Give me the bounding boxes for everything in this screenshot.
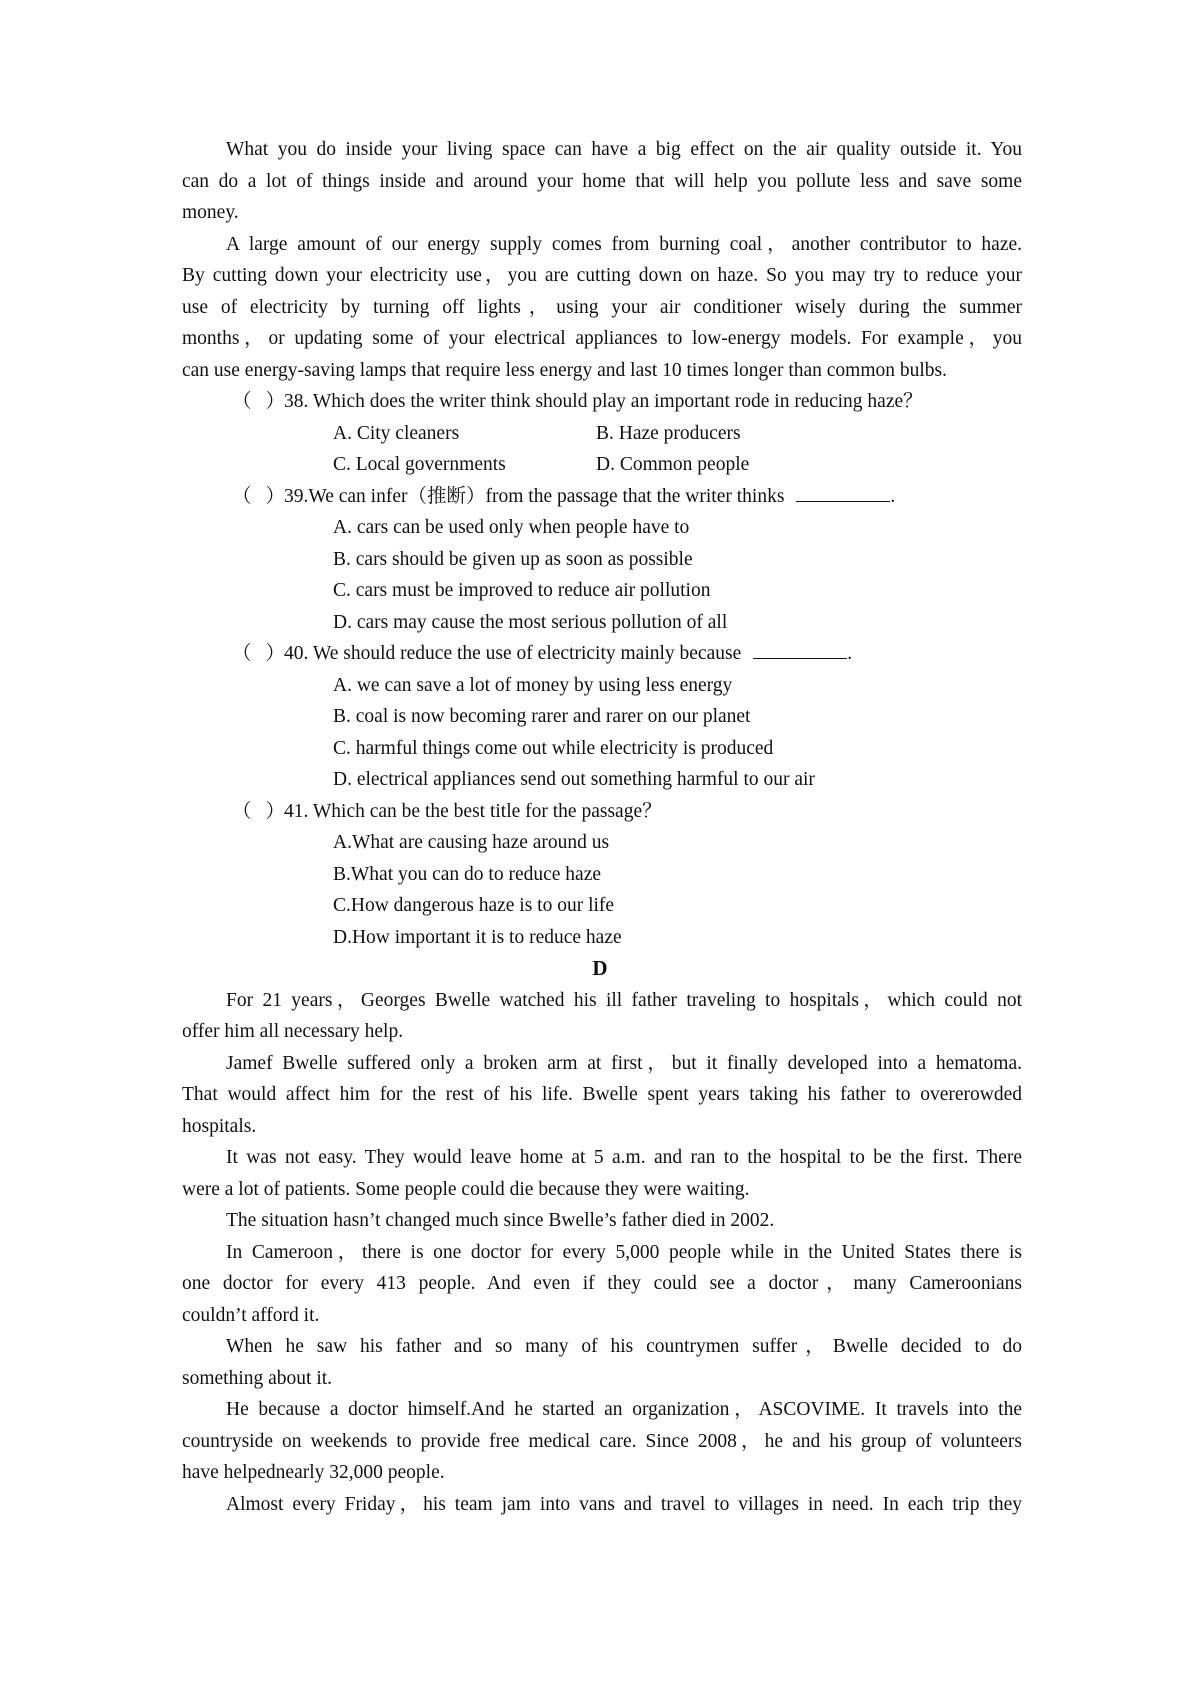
answer-blank-38[interactable]: （ ） — [232, 391, 286, 412]
option-c: C.How dangerous haze is to our life — [333, 895, 615, 916]
option-b: B. coal is now becoming rarer and rarer on our planet — [333, 706, 751, 727]
answer-blank-40[interactable]: （ ） — [232, 643, 286, 664]
option-d: D.How important it is to reduce haze — [333, 926, 622, 948]
passage-line: When he saw his father and so many of his countrymen suffer，Bwelle decided to do — [226, 1336, 1022, 1357]
answer-blank-41[interactable]: （ ） — [232, 800, 286, 822]
passage-line: one doctor for every 413 people. And even if they could see a doctor，many Cameroonians — [182, 1273, 1022, 1294]
passage-line: The situation hasn’t changed much since Bwelle’s father died in 2002. — [226, 1210, 775, 1231]
passage-line: use of electricity by turning off lights，using your air conditioner wisely during the summer — [182, 296, 1022, 318]
fill-in-blank — [796, 483, 890, 502]
question-39: （ ）39.We can infer（推断）from the passage that the writer thinks . — [232, 481, 952, 513]
passage-line: By cutting down your electricity use，you are cutting down on haze. So you may try to reduce your — [182, 265, 1022, 286]
fill-in-blank — [753, 640, 847, 659]
passage-line: months，or updating some of your electrical appliances to low-energy models. For example，you — [182, 328, 1022, 349]
passage-line: A large amount of our energy supply comes from burning coal，another contributor to haze. — [226, 233, 1022, 255]
passage-line: It was not easy. They would leave home at 5 a.m. and ran to the hospital to be the first. There — [226, 1147, 1022, 1168]
passage-line: What you do inside your living space can have a big effect on the air quality outside it. You — [226, 139, 1022, 160]
option-b: B. Haze producers — [596, 422, 741, 444]
passage-line: In Cameroon，there is one doctor for every 5,000 people while in the United States there is — [226, 1241, 1022, 1263]
passage-line: offer him all necessary help. — [182, 1021, 404, 1042]
passage-line: couldn’t afford it. — [182, 1304, 320, 1326]
option-d: D. electrical appliances send out something harmful to our air — [333, 769, 815, 790]
option-d: D. Common people — [596, 454, 750, 475]
passage-line: That would affect him for the rest of his life. Bwelle spent years taking his father to overerowded — [182, 1084, 1022, 1105]
option-c: C. Local governments — [333, 454, 506, 475]
passage-line: countryside on weekends to provide free medical care. Since 2008，he and his group of volunteers — [182, 1430, 1022, 1452]
answer-blank-39[interactable]: （ ） — [232, 485, 286, 507]
question-text: 38. Which does the writer think should play an important rode in reducing haze？ — [284, 391, 923, 412]
passage-line: For 21 years，Georges Bwelle watched his ill father traveling to hospitals，which could not — [226, 989, 1022, 1011]
question-text: 40. We should reduce the use of electricity mainly because — [284, 643, 742, 664]
question-40: （ ）40. We should reduce the use of electricity mainly because . — [232, 638, 952, 670]
passage-line: can do a lot of things inside and around your home that will help you pollute less and save some — [182, 170, 1022, 192]
option-a: A. cars can be used only when people have to — [333, 517, 690, 538]
passage-line: Almost every Friday，his team jam into vans and travel to villages in need. In each trip they — [226, 1493, 1022, 1515]
question-38 — [232, 386, 952, 418]
option-a: A.What are causing haze around us — [333, 832, 610, 853]
question-text: 39.We can infer（推断）from the passage that the writer thinks — [284, 485, 785, 507]
option-d: D. cars may cause the most serious pollution of all — [333, 611, 728, 633]
passage-line: hospitals. — [182, 1115, 257, 1137]
passage-line: something about it. — [182, 1367, 333, 1389]
question-41 — [232, 796, 952, 828]
option-a: A. we can save a lot of money by using less energy — [333, 674, 733, 696]
passage-line: were a lot of patients. Some people could die because they were waiting. — [182, 1178, 750, 1200]
passage-line: Jamef Bwelle suffered only a broken arm at first，but it finally developed into a hematoma. — [226, 1052, 1022, 1074]
passage-line: can use energy-saving lamps that require less energy and last 10 times longer than common bulbs. — [182, 359, 948, 381]
passage-line: have helpednearly 32,000 people. — [182, 1462, 445, 1483]
question-text: 41. Which can be the best title for the passage？ — [284, 800, 662, 822]
passage-line: He because a doctor himself.And he started an organization，ASCOVIME. It travels into the — [226, 1399, 1022, 1420]
option-c: C. cars must be improved to reduce air pollution — [333, 580, 711, 601]
option-b: B. cars should be given up as soon as possible — [333, 548, 693, 570]
option-c: C. harmful things come out while electricity is produced — [333, 737, 774, 759]
passage-line: money. — [182, 202, 239, 223]
section-heading: D — [592, 956, 608, 980]
option-b: B.What you can do to reduce haze — [333, 863, 602, 885]
option-a: A. City cleaners — [333, 422, 460, 444]
